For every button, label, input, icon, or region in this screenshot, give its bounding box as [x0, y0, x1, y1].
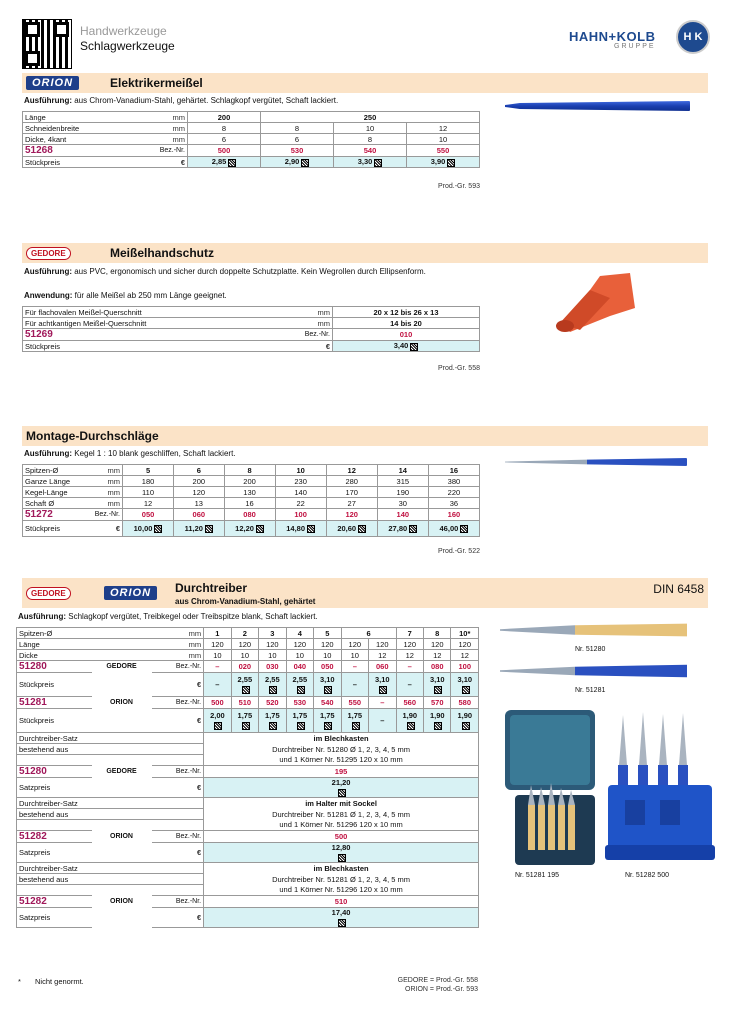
footnote-star: * — [18, 977, 21, 986]
section-header-elektrikermeissel — [22, 73, 708, 93]
punch-gedore-image — [500, 622, 687, 638]
price-cell[interactable]: 46,00 — [428, 521, 479, 537]
section-title: Montage-Durchschläge — [26, 429, 159, 443]
section-header-montage — [22, 426, 708, 446]
price-cell[interactable]: 1,75 — [314, 709, 341, 733]
price-cell[interactable]: 1,75 — [286, 709, 313, 733]
anwendung-note: Anwendung: für alle Meißel ab 250 mm Länge geeignet. — [24, 291, 227, 300]
price-cell[interactable]: 2,00 — [204, 709, 231, 733]
article-number: 51268 — [23, 145, 123, 157]
price-cell[interactable]: 14,80 — [275, 521, 326, 537]
image-caption: Nr. 51281 — [575, 687, 606, 694]
chisel-image — [505, 101, 690, 111]
punch-image — [505, 458, 687, 466]
price-cell[interactable]: 2,55 — [259, 673, 286, 697]
article-number: 51272 — [23, 509, 93, 521]
price-cell[interactable]: 1,75 — [341, 709, 368, 733]
ausfuehrung-note: Ausführung: aus Chrom-Vanadium-Stahl, gehärtet. Schlagkopf vergütet, Schaft lackiert. — [24, 96, 339, 105]
article-number: 51282 — [17, 831, 92, 843]
gedore-brand-logo: GEDORE — [26, 247, 71, 260]
article-number: 51280 — [17, 661, 92, 673]
qr-code[interactable] — [22, 19, 72, 69]
punch-holder-image — [605, 710, 715, 865]
spec-table-51269: Für flachovalen Meißel-Querschnitt mm 20 x 12 bis 26 x 13 Für achtkantigen Meißel-Querschnitt mm 14 bis 20 51269 Bez.-Nr. 010 Stückpreis € 3,40 — [22, 306, 480, 352]
section-subtitle: aus Chrom-Vanadium-Stahl, gehärtet — [175, 597, 316, 606]
prod-group: Prod.-Gr. 558 — [437, 365, 480, 372]
price-cell[interactable]: 1,75 — [231, 709, 258, 733]
price-cell[interactable]: 2,85 — [188, 157, 261, 168]
price-cell[interactable]: 11,20 — [174, 521, 224, 537]
set-price-cell[interactable]: 12,80 — [204, 843, 479, 863]
price-cell[interactable]: 3,10 — [369, 673, 396, 697]
hk-logo-icon: H K — [676, 20, 710, 54]
price-cell[interactable]: 2,55 — [231, 673, 258, 697]
price-cell[interactable]: 10,00 — [123, 521, 174, 537]
price-cell[interactable]: 3,10 — [451, 673, 479, 697]
price-cell[interactable]: 1,90 — [424, 709, 451, 733]
price-cell[interactable]: 27,80 — [377, 521, 428, 537]
image-caption: Nr. 51282 500 — [625, 872, 669, 879]
price-cell[interactable]: 3,30 — [334, 157, 407, 168]
prod-group-gedore: GEDORE = Prod.-Gr. 558 — [397, 977, 478, 984]
price-cell[interactable]: 3,40 — [333, 341, 480, 352]
set-price-cell[interactable]: 21,20 — [204, 778, 479, 798]
article-number: 51269 — [23, 329, 183, 341]
subcategory-title: Schlagwerkzeuge — [80, 39, 175, 53]
gedore-brand-logo: GEDORE — [26, 587, 71, 600]
price-cell[interactable]: 20,60 — [326, 521, 377, 537]
orion-brand-logo: ORION — [104, 586, 157, 600]
company-logo-sub: GRUPPE — [614, 43, 656, 50]
price-cell[interactable]: 2,55 — [286, 673, 313, 697]
section-header-meisselhandschutz — [22, 243, 708, 263]
prod-group: Prod.-Gr. 593 — [437, 183, 480, 190]
prod-group: Prod.-Gr. 522 — [437, 548, 480, 555]
section-title: Meißelhandschutz — [110, 246, 215, 260]
punch-set-box-image — [500, 705, 600, 867]
spec-table-51268: Länge mm 200 250 Schneidenbreite mm 8 8 10 12 Dicke, 4kant mm 6 6 8 10 51268 Bez.-Nr. 500 530 540 550 Stückpreis € 2,85 2,90 3,30 3,90 — [22, 111, 480, 168]
ausfuehrung-note: Ausführung: Kegel 1 : 10 blank geschliffen, Schaft lackiert. — [24, 449, 236, 458]
hand-guard-image — [550, 268, 640, 338]
price-cell[interactable]: 3,10 — [424, 673, 451, 697]
article-number: 51281 — [17, 697, 92, 709]
ausfuehrung-note: Ausführung: aus PVC, ergonomisch und sicher durch doppelte Schutzplatte. Kein Wegrollen durch Ellipsenform. — [24, 267, 426, 276]
price-cell[interactable]: 3,90 — [407, 157, 480, 168]
price-cell[interactable]: 2,90 — [261, 157, 334, 168]
price-cell[interactable]: 1,75 — [259, 709, 286, 733]
price-cell[interactable]: 1,90 — [396, 709, 423, 733]
set-price-cell[interactable]: 17,40 — [204, 908, 479, 928]
image-caption: Nr. 51281 195 — [515, 872, 559, 879]
category-title: Handwerkzeuge — [80, 24, 167, 38]
section-title: Durchtreiber — [175, 581, 248, 595]
image-caption: Nr. 51280 — [575, 646, 606, 653]
din-norm: DIN 6458 — [653, 582, 704, 596]
article-number: 51282 — [17, 896, 92, 908]
price-cell[interactable]: 3,10 — [314, 673, 341, 697]
company-logo: HAHN+KOLB — [569, 29, 656, 44]
price-cell[interactable]: 1,90 — [451, 709, 479, 733]
ausfuehrung-note: Ausführung: Schlagkopf vergütet, Treibkegel oder Treibspitze blank, Schaft lackiert. — [18, 612, 318, 621]
punch-orion-image — [500, 664, 687, 678]
section-header-durchtreiber — [22, 578, 708, 608]
prod-group-orion: ORION = Prod.-Gr. 593 — [405, 986, 478, 993]
orion-brand-logo: ORION — [26, 76, 79, 90]
spec-table-51272: Spitzen-Ø mm 5 6 8 10 12 14 16 Ganze Länge mm 180 200 200 230 280 315 380 Kegel-Länge mm 110 120 130 140 170 190 220 Schaft Ø mm 12 13 16 22 27 30 36 51272 Bez.-Nr. 050 060 080 100 120 140 160 Stückpreis € 10,00 11,20 12,20 14,80 20,60 27,80 46,00 — [22, 464, 480, 537]
section-title: Elektrikermeißel — [110, 76, 203, 90]
price-cell[interactable]: 12,20 — [224, 521, 275, 537]
spec-table-durchtreiber: Spitzen-Ø mm 1 2 3 4 5 6 7 8 10* Länge mm 120 120 120 120 120 120 120 120 120 120 Dicke mm 10 10 10 10 10 10 12 12 12 12 51280 GEDORE Bez.-Nr. – 020 030 040 050 – 060 – 080 100 Stückpreis € – 2,55 2,55 2,55 3,10 – 3,10 – 3,10 3,10 51281 ORION Bez.-Nr. 500 510 520 530 540 550 – 560 570 580 Stückpreis € 2,00 1,75 1,75 1,75 1,75 1,75 – 1,90 1,90 1,90 Durchtreiber-Satz im Blechkasten bestehend aus Durchtreiber Nr. 51280 Ø 1, 2, 3, 4, 5 mm und 1 Körner Nr. 51295 120 x 10 mm 51280 GEDORE Bez.-Nr. 195 Satzpreis € 21,20 Durchtreiber-Satz im Halter mit Sockel bestehend aus Durchtreiber Nr. 51281 Ø 1, 2, 3, 4, 5 mm und 1 Körner Nr. 51296 120 x 10 mm 51282 ORION Bez.-Nr. 500 Satzpreis € 12,80 Durchtreiber-Satz im Blechkasten bestehend aus Durchtreiber Nr. 51281 Ø 1, 2, 3, 4, 5 mm und 1 Körner Nr. 51296 120 x 10 mm 51282 ORION Bez.-Nr. 510 Satzpreis € 17,40 — [16, 627, 479, 928]
footnote: Nicht genormt. — [35, 977, 84, 986]
article-number: 51280 — [17, 766, 92, 778]
